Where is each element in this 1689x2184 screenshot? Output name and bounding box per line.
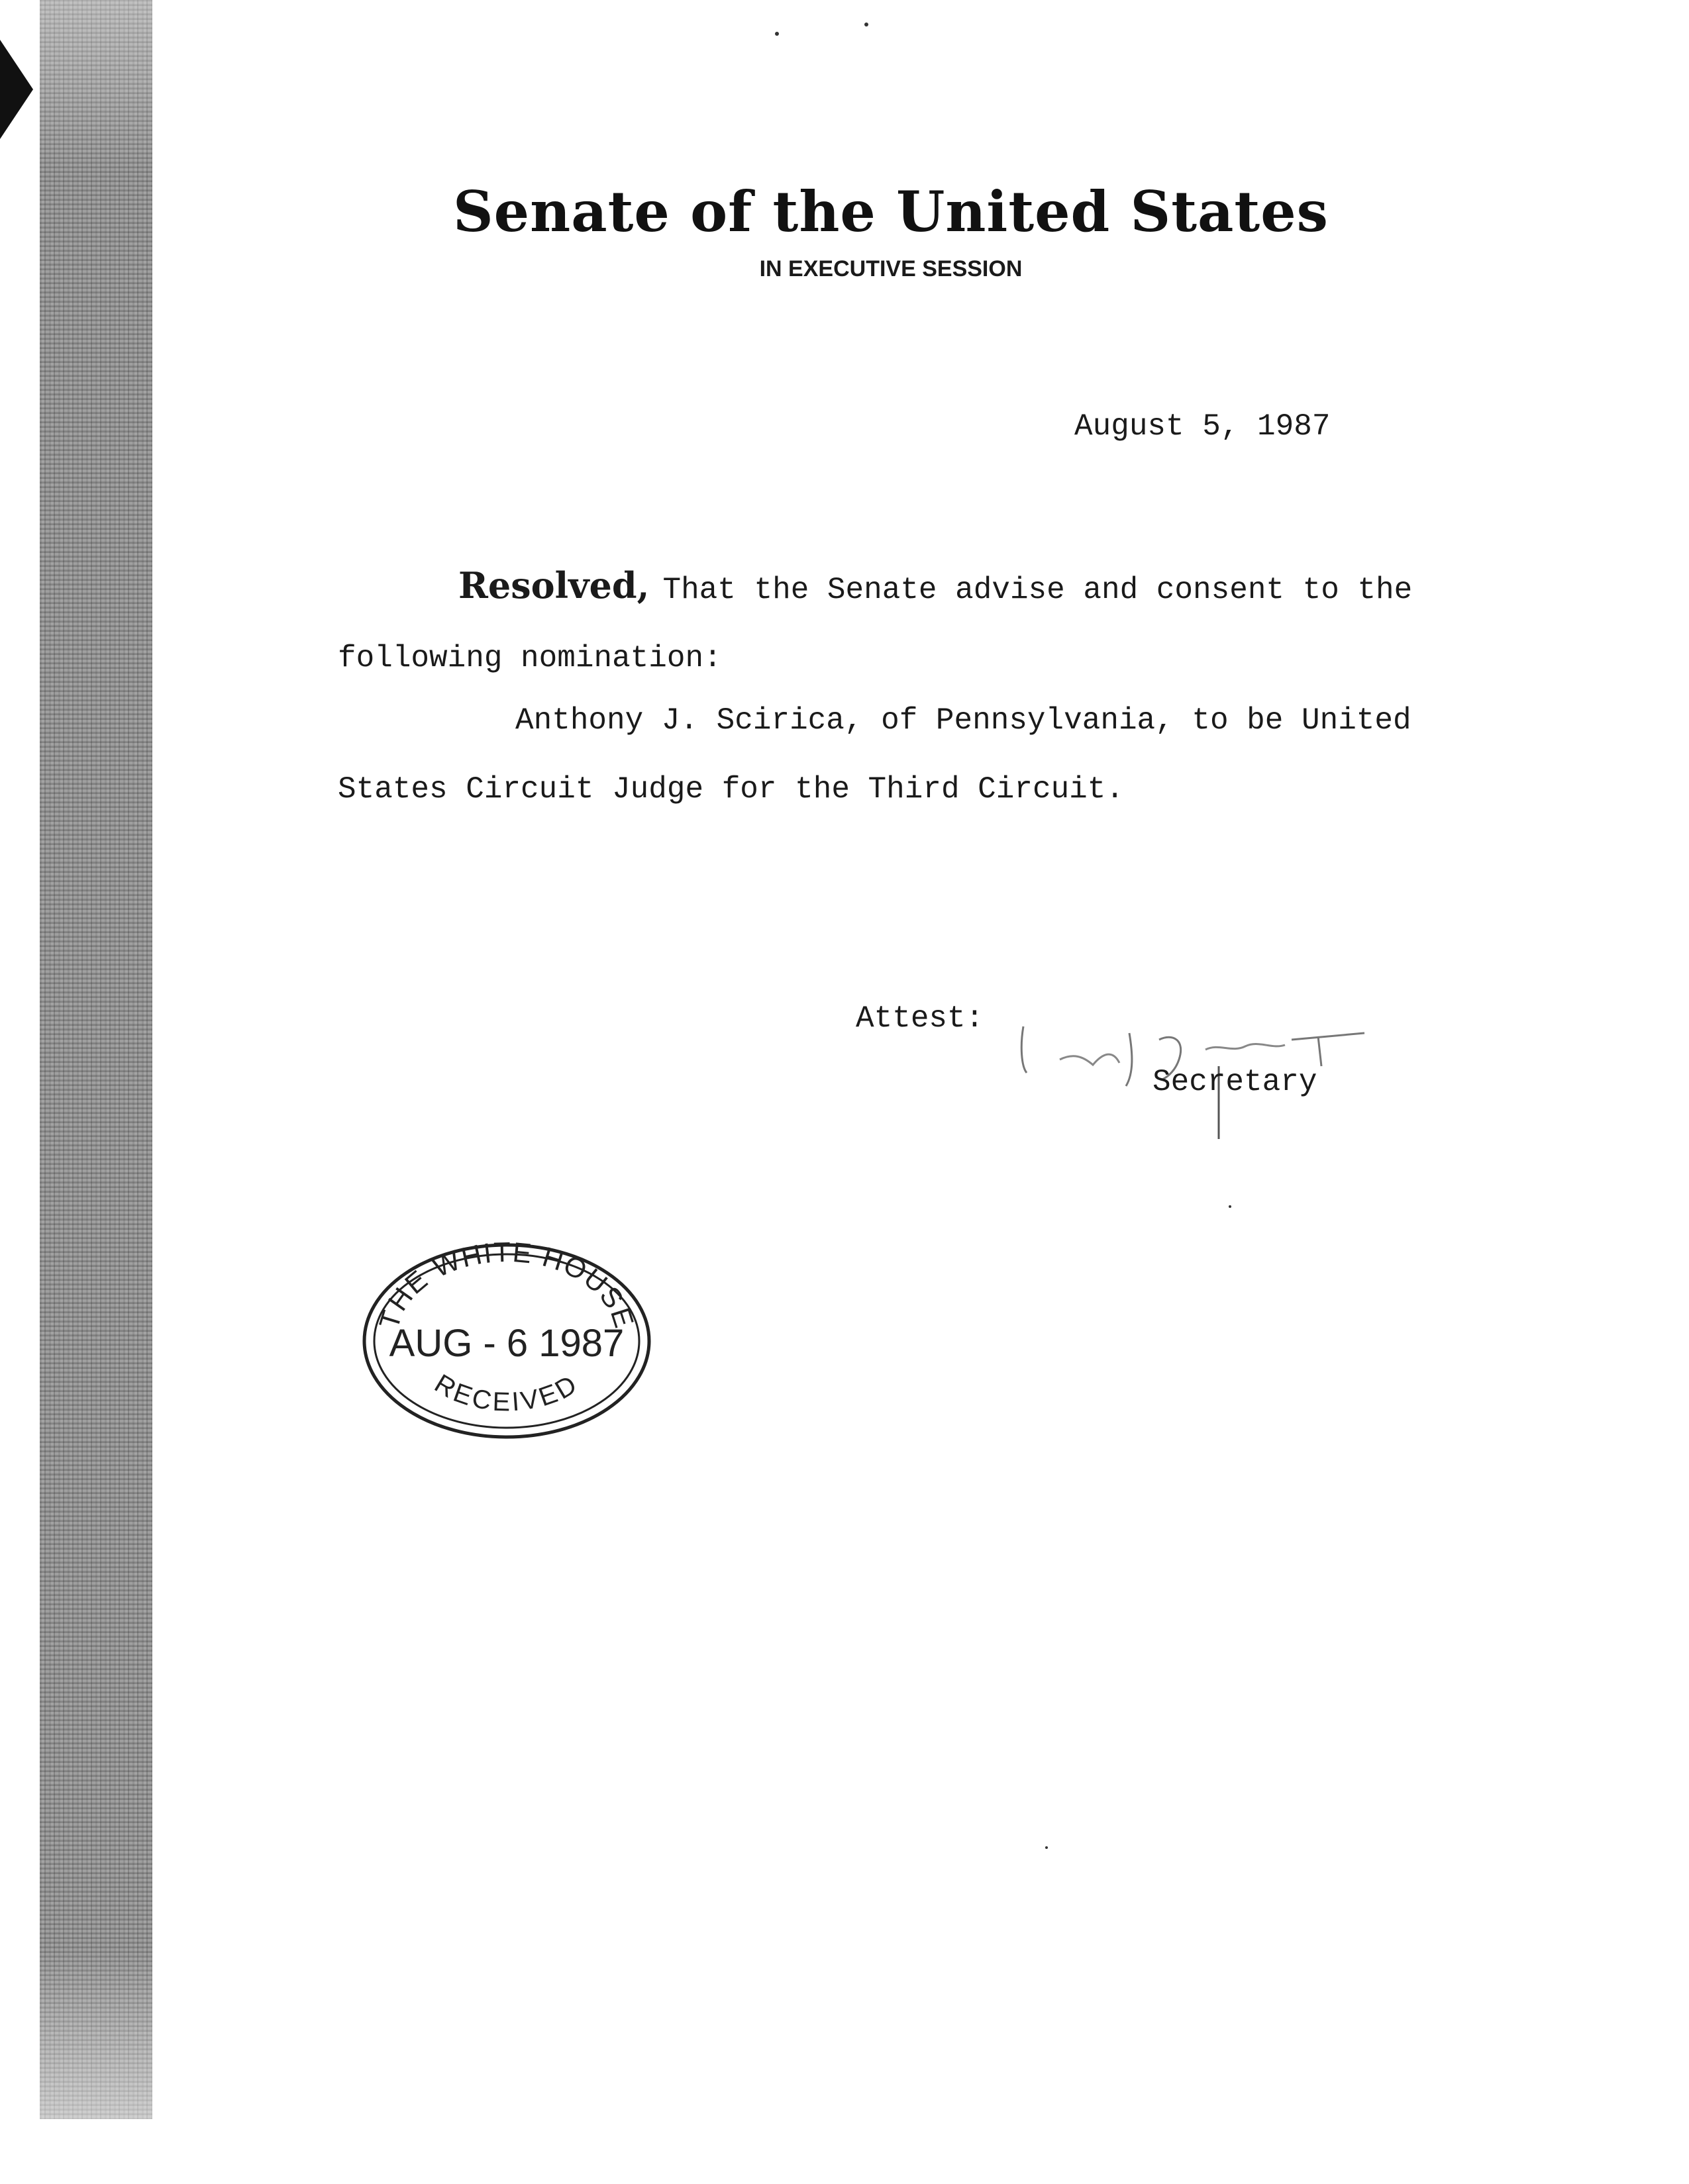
scan-speck [864, 23, 868, 26]
resolution-text-1: That the Senate advise and consent to the [662, 573, 1413, 607]
resolution-line-2: following nomination: [338, 641, 722, 675]
document-date: August 5, 1987 [1074, 409, 1331, 444]
nominee-position-line: States Circuit Judge for the Third Circuit. [338, 772, 1124, 807]
senate-title: Senate of the United States [453, 179, 1329, 244]
secretary-title: Secretary [1152, 1065, 1317, 1099]
letterhead [0, 179, 1689, 282]
nominee-line: Anthony J. Scirica, of Pennsylvania, to be United [515, 703, 1411, 738]
session-subtitle: IN EXECUTIVE SESSION [759, 256, 1023, 281]
svg-text:RECEIVED [429, 1369, 584, 1417]
scan-corner-mark [0, 40, 33, 139]
svg-text:THE WHITE HOUSE [373, 1238, 640, 1332]
resolution-line-1 [458, 564, 1598, 607]
scan-speck [775, 32, 779, 36]
stamp-bottom-text: RECEIVED [429, 1368, 584, 1417]
attest-label: Attest: [856, 1001, 984, 1036]
scan-speck [1229, 1205, 1231, 1208]
white-house-received-stamp [358, 1238, 656, 1444]
scan-edge-artifact [40, 0, 152, 2119]
scan-speck [1045, 1846, 1048, 1849]
stamp-date: AUG - 6 1987 [389, 1322, 625, 1365]
resolved-word: Resolved, [458, 564, 650, 607]
stamp-top-text: THE WHITE HOUSE [373, 1238, 640, 1333]
